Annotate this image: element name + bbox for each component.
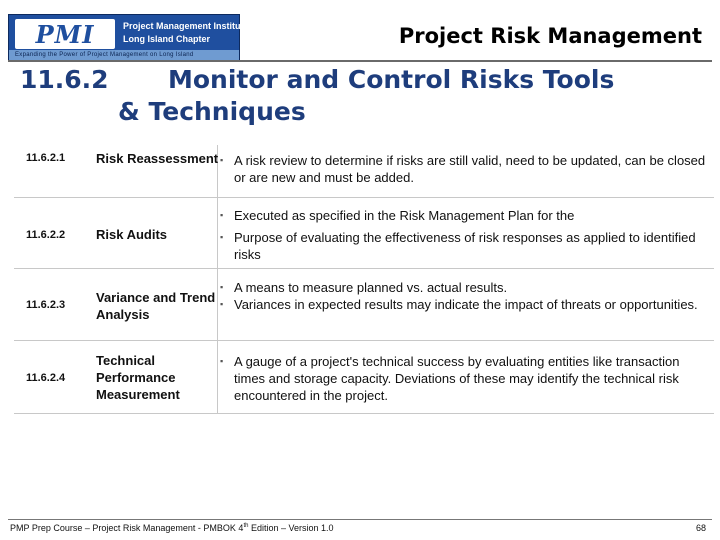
bullet-icon: ▪ [220, 356, 224, 366]
bullet-icon: ▪ [220, 210, 224, 220]
header-divider [8, 60, 712, 62]
heading-line1: Monitor and Control Risks Tools [168, 65, 615, 94]
heading-line2: & Techniques [118, 97, 306, 126]
row-name: Risk Audits [96, 227, 168, 242]
logo-org-name: Project Management Institute [123, 21, 249, 31]
bullet-item: ▪ Purpose of evaluating the effectiveness of risk responses as applied to identified risks [220, 230, 696, 262]
row-divider [14, 340, 714, 341]
bullet-item: ▪ A gauge of a project's technical success by evaluating entities like transaction times and storage capacity. Deviations of these may identify the technical risk encountered in the project. [220, 354, 680, 403]
pmi-logo [8, 14, 249, 62]
bullet-item: ▪ Executed as specified in the Risk Management Plan for the [220, 208, 575, 223]
row-id: 11.6.2.4 [26, 372, 66, 384]
bullet-icon: ▪ [220, 232, 224, 242]
logo-chapter-name: Long Island Chapter [123, 34, 211, 44]
row-divider [14, 268, 714, 269]
row-id: 11.6.2.3 [26, 299, 66, 311]
pmi-logo-mark: PMI [15, 19, 115, 49]
logo-tagline: Expanding the Power of Project Management on Long Island [9, 50, 239, 61]
row-name: Technical Performance Measurement [96, 353, 180, 402]
slide-heading [20, 64, 614, 128]
row-divider [14, 197, 714, 198]
row-divider [14, 413, 714, 414]
row-id: 11.6.2.1 [26, 152, 66, 164]
bullet-icon: ▪ [220, 299, 224, 309]
table-column-divider [217, 145, 218, 414]
page-number: 68 [695, 523, 706, 533]
bullet-item: ▪ A risk review to determine if risks are still valid, need to be updated, can be closed or are new and must be added. [220, 153, 706, 185]
bullet-icon: ▪ [220, 155, 224, 165]
bullet-item: ▪ A means to measure planned vs. actual results. [220, 280, 508, 295]
heading-number: 11.6.2 [20, 65, 109, 94]
row-name: Risk Reassessment [96, 151, 219, 166]
row-name: Variance and Trend Analysis [96, 290, 216, 322]
footer-text: PMP Prep Course – Project Risk Management - PMBOK 4th Edition – Version 1.0 [10, 523, 334, 533]
bullet-icon: ▪ [220, 282, 224, 292]
slide-header-title: Project Risk Management [398, 24, 702, 48]
bullet-item: ▪ Variances in expected results may indicate the impact of threats or opportunities. [220, 297, 698, 312]
footer-divider [8, 519, 712, 520]
row-id: 11.6.2.2 [26, 229, 66, 241]
